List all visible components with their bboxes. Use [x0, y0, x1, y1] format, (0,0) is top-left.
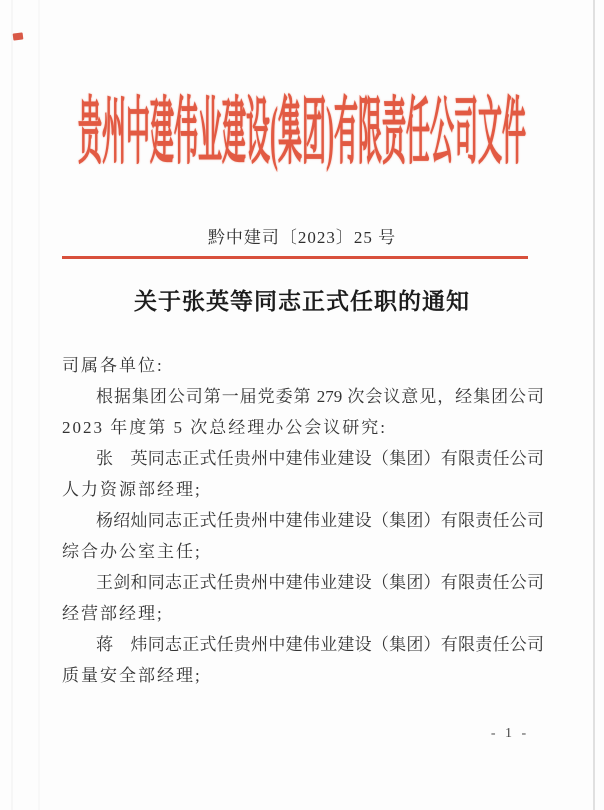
red-rule-divider: [62, 256, 528, 259]
red-header-banner: [0, 93, 604, 177]
body-line: 张 英同志正式任贵州中建伟业建设（集团）有限责任公司: [96, 449, 544, 468]
body-line: 王剑和同志正式任贵州中建伟业建设（集团）有限责任公司: [96, 573, 544, 592]
body-line: 人力资源部经理;: [62, 480, 202, 499]
document-number: 黔中建司〔2023〕25 号: [207, 228, 397, 247]
body-line: 经营部经理;: [62, 604, 164, 623]
page-number: - 1 -: [490, 726, 530, 741]
body-line: 根据集团公司第一届党委第 279 次会议意见，经集团公司: [96, 387, 544, 406]
document-title: 关于张英等同志正式任职的通知: [134, 289, 470, 314]
body-line: 综合办公室主任;: [62, 542, 202, 561]
document-body: [62, 350, 544, 691]
body-line: 2023 年度第 5 次总经理办公会议研究:: [62, 418, 387, 437]
body-line: 杨绍灿同志正式任贵州中建伟业建设（集团）有限责任公司: [96, 511, 544, 530]
org-header-title: 贵州中建伟业建设(集团)有限责任公司文件: [78, 95, 526, 175]
salutation-line: 司属各单位:: [62, 356, 164, 375]
body-line: 质量安全部经理;: [62, 666, 202, 685]
body-line: 蒋 炜同志正式任贵州中建伟业建设（集团）有限责任公司: [96, 635, 544, 654]
red-corner-mark: [13, 32, 24, 40]
